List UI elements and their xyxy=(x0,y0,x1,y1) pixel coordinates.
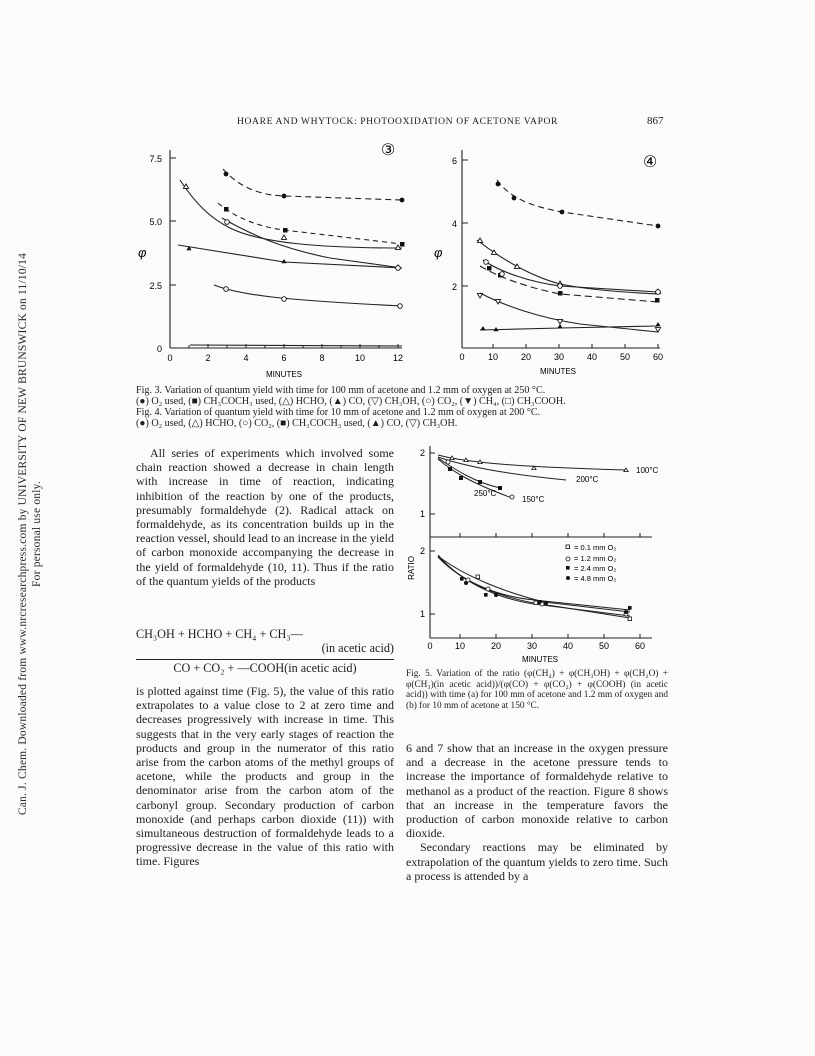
fig4-ytick: 2 xyxy=(451,282,457,292)
fig4-ylabel: φ xyxy=(434,245,443,260)
fig5-xtick: 20 xyxy=(490,641,502,651)
fig5-caption: Fig. 5. Variation of the ratio (φ(CH₄) + φ(CH₃OH) + φ(CH₂O) + φ(CH₃)(in acetic acid))/(φ(CO) + φ(CO₂) + φ(COOH) (in acetic acid)) with time (a) for 100 mm of acetone and 1.2 mm of oxygen and (b) for 10 mm of acetone at 150 °C. xyxy=(406,669,668,711)
fig5-xlabel: MINUTES xyxy=(522,655,558,664)
fig3-xtick: 12 xyxy=(392,353,404,363)
ratio-numerator xyxy=(136,627,394,656)
fig5-xtick: 10 xyxy=(454,641,466,651)
fig5-xtick: 50 xyxy=(598,641,610,651)
fig5-ytick: 2 xyxy=(419,546,425,556)
fig5a-label-150: 150°C xyxy=(522,495,545,504)
fig3-caption-line-2: (●) O₂ used, (■) CH₃COCH₃ used, (△) HCHO, (▲) CO, (▽) CH₃OH, (○) CO₂, (▼) CH₄, (□) CH₃COOH. xyxy=(136,396,566,407)
download-watermark xyxy=(16,84,44,984)
fig3-badge: ③ xyxy=(380,142,396,159)
fig5-ylabel: RATIO xyxy=(407,556,416,580)
figure-5 xyxy=(404,440,668,668)
right-column xyxy=(406,741,668,883)
fig3-ytick: 2.5 xyxy=(149,281,162,291)
fig5-xtick: 0 xyxy=(427,641,433,651)
left-column-paragraph-2 xyxy=(136,684,394,869)
fig4-xtick: 0 xyxy=(459,352,465,362)
fig4-xlabel: MINUTES xyxy=(540,367,576,376)
fig5b-legend-0.1: = 0.1 mm O₂ xyxy=(574,543,617,552)
fig3-caption-line-1: Fig. 3. Variation of quantum yield with time for 100 mm of acetone and 1.2 mm of oxygen at 250 °C. xyxy=(136,385,546,396)
fig4-xtick: 30 xyxy=(553,352,565,362)
body-paragraph: All series of experiments which involved some chain reaction showed a decrease in chain length with increase in time of reaction, indicating inhibition of the reaction by one of the products, presumably formaldehyde (2). Radical attack on formaldehyde, as its concentration builds up in the reaction vessel, should lead to an increase in the yield of carbon monoxide accompanying the decrease in the yield of formaldehyde (10, 11). Thus if the ratio of the quantum yields of the products xyxy=(136,446,394,588)
fig3-ytick: 5.0 xyxy=(149,217,162,227)
numerator-text: CH₃OH + HCHO + CH₄ + CH₃— xyxy=(136,627,303,641)
left-column-paragraph-1 xyxy=(136,446,394,588)
fraction-bar xyxy=(136,659,394,660)
fig4-xtick: 20 xyxy=(520,352,532,362)
body-paragraph: Secondary reactions may be eliminated by extrapolation of the quantum yields to zero time. Such a process is attended by a xyxy=(406,840,668,883)
fig3-xtick: 2 xyxy=(205,353,211,363)
fig4-caption-line-1: Fig. 4. Variation of quantum yield with time for 10 mm of acetone and 1.2 mm of oxygen at 200 °C. xyxy=(136,407,541,418)
fig5a-label-250: 250°C xyxy=(474,489,497,498)
fig5b-legend-2.4: = 2.4 mm O₂ xyxy=(574,564,617,573)
fig4-xtick: 40 xyxy=(586,352,598,362)
fig3-xtick: 0 xyxy=(167,353,173,363)
fig4-ytick: 6 xyxy=(451,156,457,166)
fig3-xtick: 6 xyxy=(281,353,287,363)
figure-4 xyxy=(430,138,670,380)
fig5a-label-200: 200°C xyxy=(576,475,599,484)
fig3-xtick: 8 xyxy=(319,353,325,363)
fig4-badge: ④ xyxy=(642,154,658,171)
fig3-ytick: 7.5 xyxy=(149,154,162,164)
body-paragraph: is plotted against time (Fig. 5), the value of this ratio extrapolates to a value close to 2 at zero time and decreases progressively with increase in time. This suggests that in the very early stages of reaction the products and group in the numerator of this ratio arise from the carbon atoms of the methyl groups of acetone, while the products and group in the denominator arise from the carbon atom of the carbonyl group. Secondary production of carbon monoxide (and perhaps carbon dioxide (11)) with simultaneous destruction of formaldehyde leads to a progressive decrease in the value of this ratio with time. Figures xyxy=(136,684,394,869)
fig3-ytick: 0 xyxy=(156,344,162,354)
fig3-xtick: 4 xyxy=(243,353,249,363)
watermark-line-1: Can. J. Chem. Downloaded from www.nrcresearchpress.com by UNIVERSITY OF NEW BRUNSWICK on 11/10/14 xyxy=(17,252,29,816)
fig5a-label-100: 100°C xyxy=(636,466,659,475)
fig5-xtick: 40 xyxy=(562,641,574,651)
ratio-denominator: CO + CO₂ + —COOH(in acetic acid) xyxy=(173,661,357,675)
running-head: HOARE AND WHYTOCK: PHOTOOXIDATION OF ACETONE VAPOR xyxy=(237,116,559,127)
body-paragraph: 6 and 7 show that an increase in the oxygen pressure and a decrease in the acetone pressure tends to increase the importance of formaldehyde relative to methanol as a product of the reaction. Figure 8 shows that an increase in the temperature favors the production of carbon monoxide relative to carbon dioxide. xyxy=(406,741,668,841)
fig4-xtick: 60 xyxy=(652,352,664,362)
fig4-xtick: 10 xyxy=(487,352,499,362)
fig5-ytick: 1 xyxy=(419,509,425,519)
numerator-subtext: (in acetic acid) xyxy=(321,641,394,655)
fig3-xlabel: MINUTES xyxy=(266,370,302,379)
fig4-xtick: 50 xyxy=(619,352,631,362)
figure-3 xyxy=(130,138,420,380)
fig5-xtick: 30 xyxy=(526,641,538,651)
fig3-4-captions xyxy=(136,385,670,429)
fig4-ytick: 4 xyxy=(451,219,457,229)
fig3-xtick: 10 xyxy=(354,353,366,363)
fig3-ylabel: φ xyxy=(138,245,147,260)
fig5-ytick: 1 xyxy=(419,609,425,619)
fig5b-legend-4.8: = 4.8 mm O₂ xyxy=(574,574,617,583)
fig5b-legend-1.2: = 1.2 mm O₂ xyxy=(574,554,617,563)
watermark-line-2: For personal use only. xyxy=(31,481,43,587)
fig4-caption-line-2: (●) O₂ used, (△) HCHO, (○) CO₂, (■) CH₃COCH₃ used, (▲) CO, (▽) CH₃OH. xyxy=(136,418,458,429)
fig5-xtick: 60 xyxy=(634,641,646,651)
page-number: 867 xyxy=(647,115,664,127)
fig5-ytick: 2 xyxy=(419,448,425,458)
